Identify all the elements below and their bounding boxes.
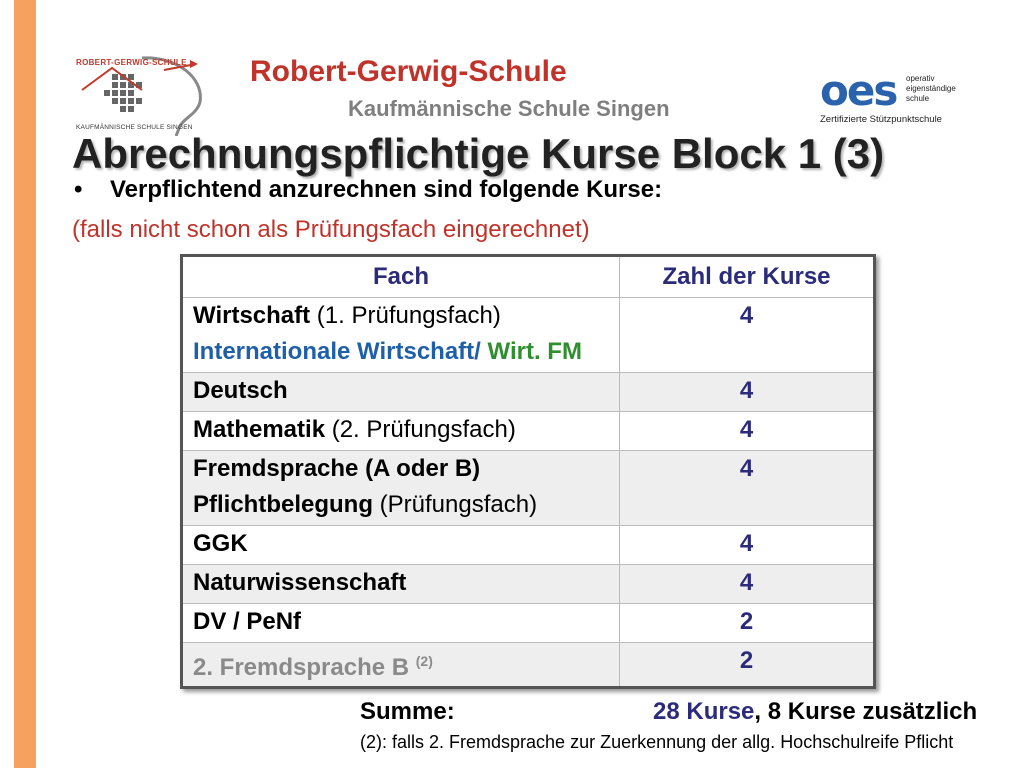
oes-caption: Zertifizierte Stützpunktschule — [820, 114, 942, 125]
course-count: 4 — [739, 455, 754, 482]
subject-cell — [182, 526, 620, 565]
course-count: 4 — [739, 416, 754, 443]
course-count: 4 — [739, 377, 754, 404]
subject-cell — [182, 412, 620, 451]
oes-logo — [818, 66, 958, 128]
school-logo — [72, 50, 212, 136]
subject-name: Mathematik — [193, 416, 326, 443]
side-accent-bar — [14, 0, 36, 768]
summary-extra: , 8 Kurse zusätzlich — [754, 698, 978, 725]
summary-value — [653, 698, 977, 726]
subject-alt-blue: Internationale Wirtschaft/ — [193, 338, 488, 365]
table-row — [182, 604, 875, 643]
oes-description — [906, 74, 956, 104]
oes-letters: oes — [820, 66, 897, 115]
table-row — [182, 643, 875, 688]
subject-extra: (1. Prüfungsfach) — [310, 302, 501, 329]
footnote: (2): falls 2. Fremdsprache zur Zuerkennung der allg. Hochschulreife Pflicht — [360, 732, 954, 752]
subject-name: Naturwissenschaft — [193, 569, 407, 596]
note-text: (falls nicht schon als Prüfungsfach eingerechnet) — [72, 216, 590, 243]
subject-cell — [182, 604, 620, 643]
count-cell — [620, 643, 875, 688]
subject-line — [193, 643, 609, 686]
count-cell — [620, 412, 875, 451]
subject-name: Wirtschaft — [193, 302, 311, 329]
subject-name: GGK — [193, 530, 248, 557]
logo-caption: KAUFMÄNNISCHE SCHULE SINGEN — [76, 124, 193, 131]
bullet-marker: • — [74, 176, 83, 203]
subject-extra: (2. Prüfungsfach) — [325, 416, 516, 443]
count-cell — [620, 373, 875, 412]
subject-name: DV / PeNf — [193, 608, 302, 635]
subject-line — [193, 565, 609, 601]
subject-line-2 — [193, 487, 609, 523]
course-count: 2 — [739, 647, 754, 674]
school-name: Robert-Gerwig-Schule — [250, 55, 567, 88]
count-cell — [620, 526, 875, 565]
subject-name: Fremdsprache (A oder B) — [193, 455, 481, 482]
subject-line — [193, 412, 609, 448]
course-count: 4 — [739, 569, 754, 596]
slide-title: Abrechnungspflichtige Kurse Block 1 (3) — [72, 130, 885, 177]
subject-line — [193, 298, 609, 334]
table-row — [182, 298, 875, 373]
subject-cell — [182, 451, 620, 526]
table-row — [182, 412, 875, 451]
subject-cell — [182, 643, 620, 688]
oes-desc-line: schule — [906, 94, 930, 103]
table-header-row — [182, 256, 875, 298]
summary-label: Summe: — [360, 698, 455, 725]
bullet-text: Verpflichtend anzurechnen sind folgende Kurse: — [110, 176, 663, 203]
subject-name: Deutsch — [193, 377, 288, 404]
course-count: 2 — [739, 608, 754, 635]
table-row — [182, 526, 875, 565]
count-cell — [620, 604, 875, 643]
subject-alt-green: Wirt. FM — [487, 338, 582, 365]
subject-line-2 — [193, 334, 609, 370]
course-count: 4 — [739, 530, 754, 557]
courses-table — [180, 254, 876, 689]
count-cell — [620, 565, 875, 604]
bullet-point — [74, 176, 662, 204]
oes-desc-line: operativ — [906, 74, 935, 83]
table-row — [182, 565, 875, 604]
subject-cell — [182, 298, 620, 373]
subject-extra: (Prüfungsfach) — [373, 491, 538, 518]
subject-line — [193, 451, 609, 487]
subject-cell — [182, 373, 620, 412]
column-header-count: Zahl der Kurse — [620, 256, 875, 298]
subject-name: 2. Fremdsprache B — [193, 654, 410, 681]
subject-line — [193, 373, 609, 409]
subject-line — [193, 604, 609, 640]
subject-cell — [182, 565, 620, 604]
subject-name-2: Pflichtbelegung — [193, 491, 373, 518]
table-row — [182, 451, 875, 526]
school-subtitle: Kaufmännische Schule Singen — [348, 96, 670, 121]
logo-text: ROBERT-GERWIG-SCHULE — [76, 58, 187, 67]
table-row — [182, 373, 875, 412]
course-count: 4 — [739, 302, 754, 329]
summary-total: 28 Kurse — [653, 698, 755, 725]
oes-desc-line: eigenständige — [906, 84, 956, 93]
count-cell — [620, 451, 875, 526]
column-header-subject: Fach — [182, 256, 620, 298]
subject-line — [193, 526, 609, 562]
footnote-marker: (2) — [415, 653, 433, 669]
count-cell — [620, 298, 875, 373]
